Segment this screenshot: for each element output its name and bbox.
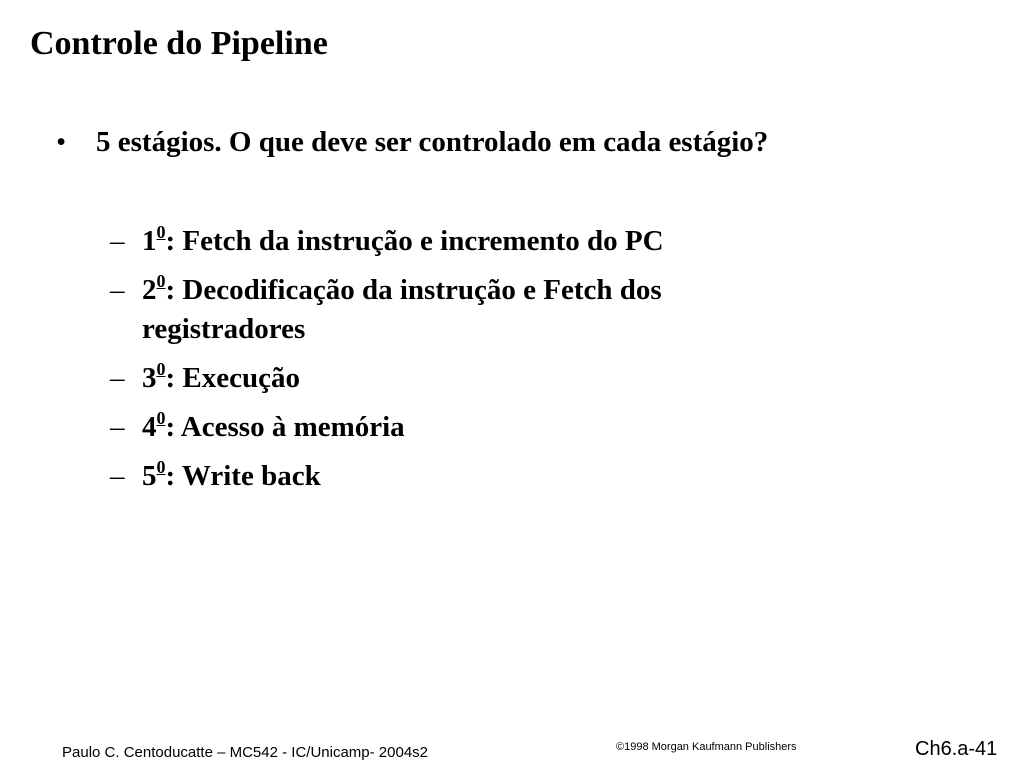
list-item [110, 222, 802, 261]
stage-number: 4 [142, 411, 157, 443]
stage-text: : Acesso à memória [165, 411, 405, 443]
footer-copyright: ©1998 Morgan Kaufmann Publishers [616, 741, 797, 753]
slide-title: Controle do Pipeline [30, 25, 328, 62]
dash-icon: – [110, 274, 125, 306]
stage-ordinal: 0 [156, 408, 166, 428]
stage-text: : Decodificação da instrução e Fetch dos registradores [142, 274, 662, 345]
stage-ordinal: 0 [156, 457, 166, 477]
stage-number: 2 [142, 274, 157, 306]
stage-text: : Execução [165, 362, 300, 394]
stage-text: : Write back [165, 460, 321, 492]
footer-author: Paulo C. Centoducatte – MC542 - IC/Unicamp- 2004s2 [62, 744, 429, 761]
stage-ordinal: 0 [156, 222, 166, 242]
dash-icon: – [110, 362, 125, 394]
stage-number: 1 [142, 225, 157, 257]
stage-number: 5 [142, 460, 157, 492]
stage-ordinal: 0 [156, 271, 166, 291]
main-bullet-text: 5 estágios. O que deve ser controlado em cada estágio? [96, 126, 769, 158]
main-bullet [56, 122, 768, 162]
stage-ordinal: 0 [156, 359, 166, 379]
stage-list [110, 222, 802, 506]
list-item [110, 271, 802, 349]
bullet-icon: • [56, 126, 67, 158]
slide-number: Ch6.a-41 [915, 738, 998, 760]
stage-number: 3 [142, 362, 157, 394]
dash-icon: – [110, 411, 125, 443]
stage-text: : Fetch da instrução e incremento do PC [165, 225, 664, 257]
dash-icon: – [110, 460, 125, 492]
dash-icon: – [110, 225, 125, 257]
list-item [110, 408, 802, 447]
list-item [110, 457, 802, 496]
list-item [110, 359, 802, 398]
